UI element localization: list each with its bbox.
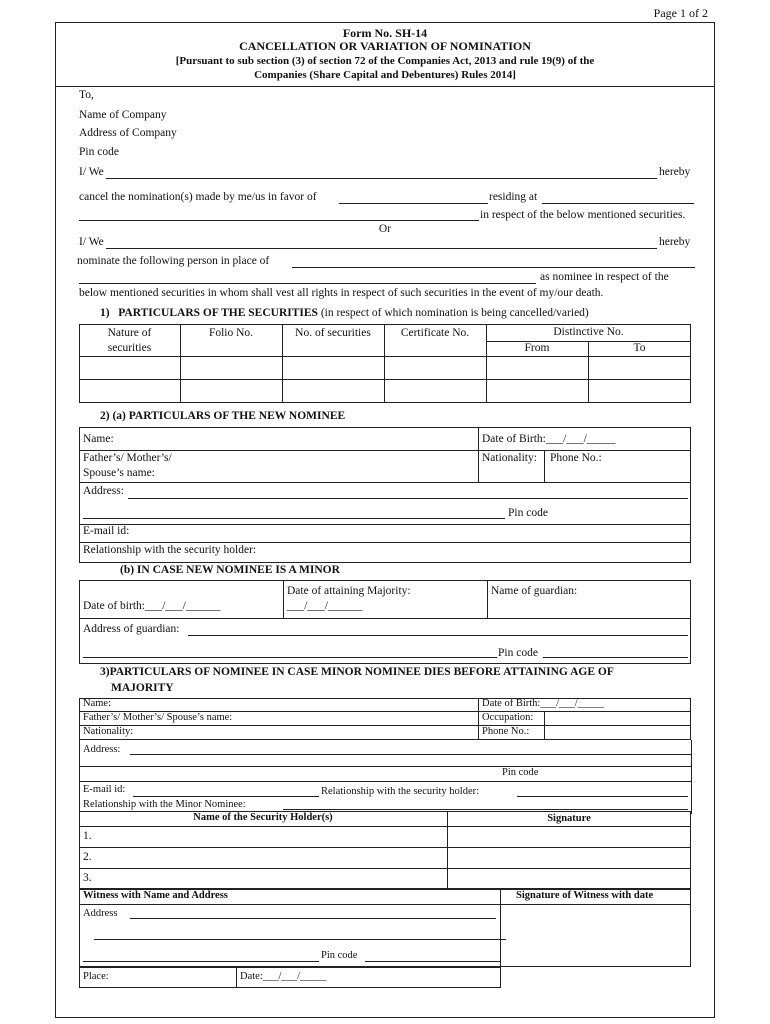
alt-dob-field[interactable]: Date of Birth:___/___/_____ <box>482 698 604 709</box>
pursuant-line-1: [Pursuant to sub section (3) of section 72 of the Companies Act, 2013 and rule 19(9) of the <box>175 55 595 67</box>
alt-address-field[interactable] <box>130 754 692 755</box>
alt-relationship-minor-label: Relationship with the Minor Nominee: <box>83 799 246 810</box>
page-number: Page 1 of 2 <box>653 6 708 20</box>
alt-relationship-holder-field[interactable] <box>517 796 688 797</box>
guardian-address-field[interactable] <box>188 635 688 636</box>
minor-majority-field[interactable]: ___/___/______ <box>287 600 363 612</box>
alt-email-label: E-mail id: <box>83 784 126 795</box>
section2a-heading: 2) (a) PARTICULARS OF THE NEW NOMINEE <box>100 410 346 422</box>
securities-header-divider <box>79 356 691 357</box>
witness-address-field[interactable] <box>130 918 496 919</box>
company-address-label: Address of Company <box>79 127 177 139</box>
nominee-parent-label-2: Spouse’s name: <box>83 467 155 479</box>
signature-row-divider <box>79 847 691 848</box>
section1-number: 1) <box>100 307 110 319</box>
nominee-col-divider <box>478 427 479 482</box>
section1-note: (in respect of which nomination is being cancelled/varied) <box>317 307 589 319</box>
witness-address-field-3[interactable] <box>83 961 319 962</box>
col-folio: Folio No. <box>208 327 254 339</box>
nominee-address-label: Address: <box>83 485 124 497</box>
nominee-relationship-label: Relationship with the security holder: <box>83 544 257 556</box>
col-nature-1: Nature of <box>107 327 152 339</box>
holder-row-3[interactable]: 3. <box>83 872 92 884</box>
col-to: To <box>633 342 646 354</box>
minor-majority-label: Date of attaining Majority: <box>287 585 411 597</box>
nominee-row-divider <box>79 482 691 483</box>
section1-heading <box>100 307 589 319</box>
nominee-address-field-2[interactable] <box>83 518 505 519</box>
i-we-label-2: I/ We <box>79 236 104 248</box>
signature-row-divider <box>79 868 691 869</box>
date-field[interactable]: Date:___/___/_____ <box>240 971 327 982</box>
guardian-name-label: Name of guardian: <box>491 585 578 597</box>
alt-name-label: Name: <box>83 698 111 709</box>
residing-at-field[interactable] <box>542 203 694 204</box>
hereby-label: hereby <box>659 166 691 178</box>
nominee-phone-label: Phone No.: <box>550 452 602 464</box>
witness-col-divider <box>500 889 501 967</box>
company-pin-label: Pin code <box>79 146 119 158</box>
holder-row-1[interactable]: 1. <box>83 830 92 842</box>
place-date-divider <box>236 967 237 988</box>
form-number: Form No. SH-14 <box>342 26 428 40</box>
holder-name-header: Name of the Security Holder(s) <box>193 812 333 823</box>
nominate-text: nominate the following person in place of <box>77 255 270 267</box>
witness-header: Witness with Name and Address <box>83 890 228 901</box>
guardian-pin-label: Pin code <box>498 647 538 659</box>
guardian-address-label: Address of guardian: <box>83 623 180 635</box>
alt-nominee-col-divider <box>544 711 545 740</box>
section2b-heading: (b) IN CASE NEW NOMINEE IS A MINOR <box>120 564 340 576</box>
i-we-label: I/ We <box>79 166 104 178</box>
nominee-row-divider <box>79 524 691 525</box>
nominee-name-label: Name: <box>83 433 114 445</box>
alt-pin-label: Pin code <box>502 767 539 778</box>
alt-relationship-minor-field[interactable] <box>283 809 688 810</box>
col-nature-2: securities <box>107 342 152 354</box>
alt-nationality-label: Nationality: <box>83 726 134 737</box>
minor-row-divider <box>79 618 691 619</box>
nominee-address-field[interactable] <box>128 498 688 499</box>
form-title: CANCELLATION OR VARIATION OF NOMINATION <box>239 39 531 53</box>
witness-address-label: Address <box>83 908 118 919</box>
witness-pin-field[interactable] <box>365 961 500 962</box>
alt-frame-right <box>691 740 692 814</box>
in-place-of-field[interactable] <box>292 267 695 268</box>
header-divider <box>55 86 715 87</box>
in-respect-text: in respect of the below mentioned securities. <box>480 209 686 221</box>
minor-dob-field[interactable]: Date of birth:___/___/______ <box>83 600 221 612</box>
col-distinctive: Distinctive No. <box>553 326 624 338</box>
alt-occupation-label: Occupation: <box>482 712 534 723</box>
hereby-label-2: hereby <box>659 236 691 248</box>
alt-row-divider <box>79 781 691 782</box>
alt-relationship-holder-label: Relationship with the security holder: <box>321 786 480 797</box>
or-label: Or <box>378 223 392 235</box>
section3-heading-2: MAJORITY <box>111 682 174 694</box>
nominee-email-label: E-mail id: <box>83 525 130 537</box>
alt-address-label: Address: <box>83 744 121 755</box>
i-we-field[interactable] <box>106 178 657 179</box>
witness-signature-header: Signature of Witness with date <box>516 890 654 901</box>
minor-col-divider <box>283 580 284 618</box>
col-certificate: Certificate No. <box>400 327 470 339</box>
alt-frame-left <box>79 740 80 814</box>
in-place-of-continuation-field[interactable] <box>79 283 536 284</box>
nominee-col-divider <box>544 450 545 482</box>
nominee-dob-field[interactable]: Date of Birth:___/___/_____ <box>482 433 616 445</box>
holder-signature-header: Signature <box>547 813 591 824</box>
company-name-label: Name of Company <box>79 109 167 121</box>
section3-heading-1: 3)PARTICULARS OF NOMINEE IN CASE MINOR NOMINEE DIES BEFORE ATTAINING AGE OF <box>100 666 614 678</box>
witness-address-field-2[interactable] <box>94 939 506 940</box>
residing-continuation-field[interactable] <box>79 220 479 221</box>
holder-row-2[interactable]: 2. <box>83 851 92 863</box>
guardian-address-field-2[interactable] <box>83 657 497 658</box>
place-label: Place: <box>83 971 109 982</box>
guardian-pin-field[interactable] <box>543 657 688 658</box>
alt-phone-label: Phone No.: <box>482 726 530 737</box>
alt-nominee-row-divider <box>79 725 691 726</box>
col-from: From <box>524 342 550 354</box>
to-label: To, <box>79 89 94 101</box>
nominee-nationality-label: Nationality: <box>482 452 537 464</box>
witness-pin-label: Pin code <box>321 950 358 961</box>
section1-title: PARTICULARS OF THE SECURITIES <box>118 307 318 319</box>
as-nominee-text: as nominee in respect of the <box>540 271 669 283</box>
below-mentioned-text: below mentioned securities in whom shall vest all rights in respect of such securities in the event of my/our death. <box>79 287 604 299</box>
i-we-field-2[interactable] <box>106 248 657 249</box>
nominee-parent-label-1: Father’s/ Mother’s/ <box>83 452 172 464</box>
signature-row-divider <box>79 826 691 827</box>
residing-at-label: residing at <box>489 191 538 203</box>
col-num-securities: No. of securities <box>295 327 371 339</box>
in-favor-of-field[interactable] <box>339 203 488 204</box>
nominee-row-divider <box>79 542 691 543</box>
nominee-pin-label: Pin code <box>508 507 548 519</box>
alt-email-field[interactable] <box>133 796 319 797</box>
nominee-row-divider <box>79 450 691 451</box>
securities-row-divider <box>79 379 691 380</box>
alt-parent-label: Father’s/ Mother’s/ Spouse’s name: <box>83 712 233 723</box>
minor-col-divider <box>487 580 488 618</box>
pursuant-line-2: Companies (Share Capital and Debentures) Rules 2014] <box>254 69 516 81</box>
cancel-text: cancel the nomination(s) made by me/us in favor of <box>79 191 317 203</box>
witness-header-divider <box>79 904 691 905</box>
alt-nominee-col-divider <box>478 698 479 740</box>
alt-row-divider <box>79 766 691 767</box>
